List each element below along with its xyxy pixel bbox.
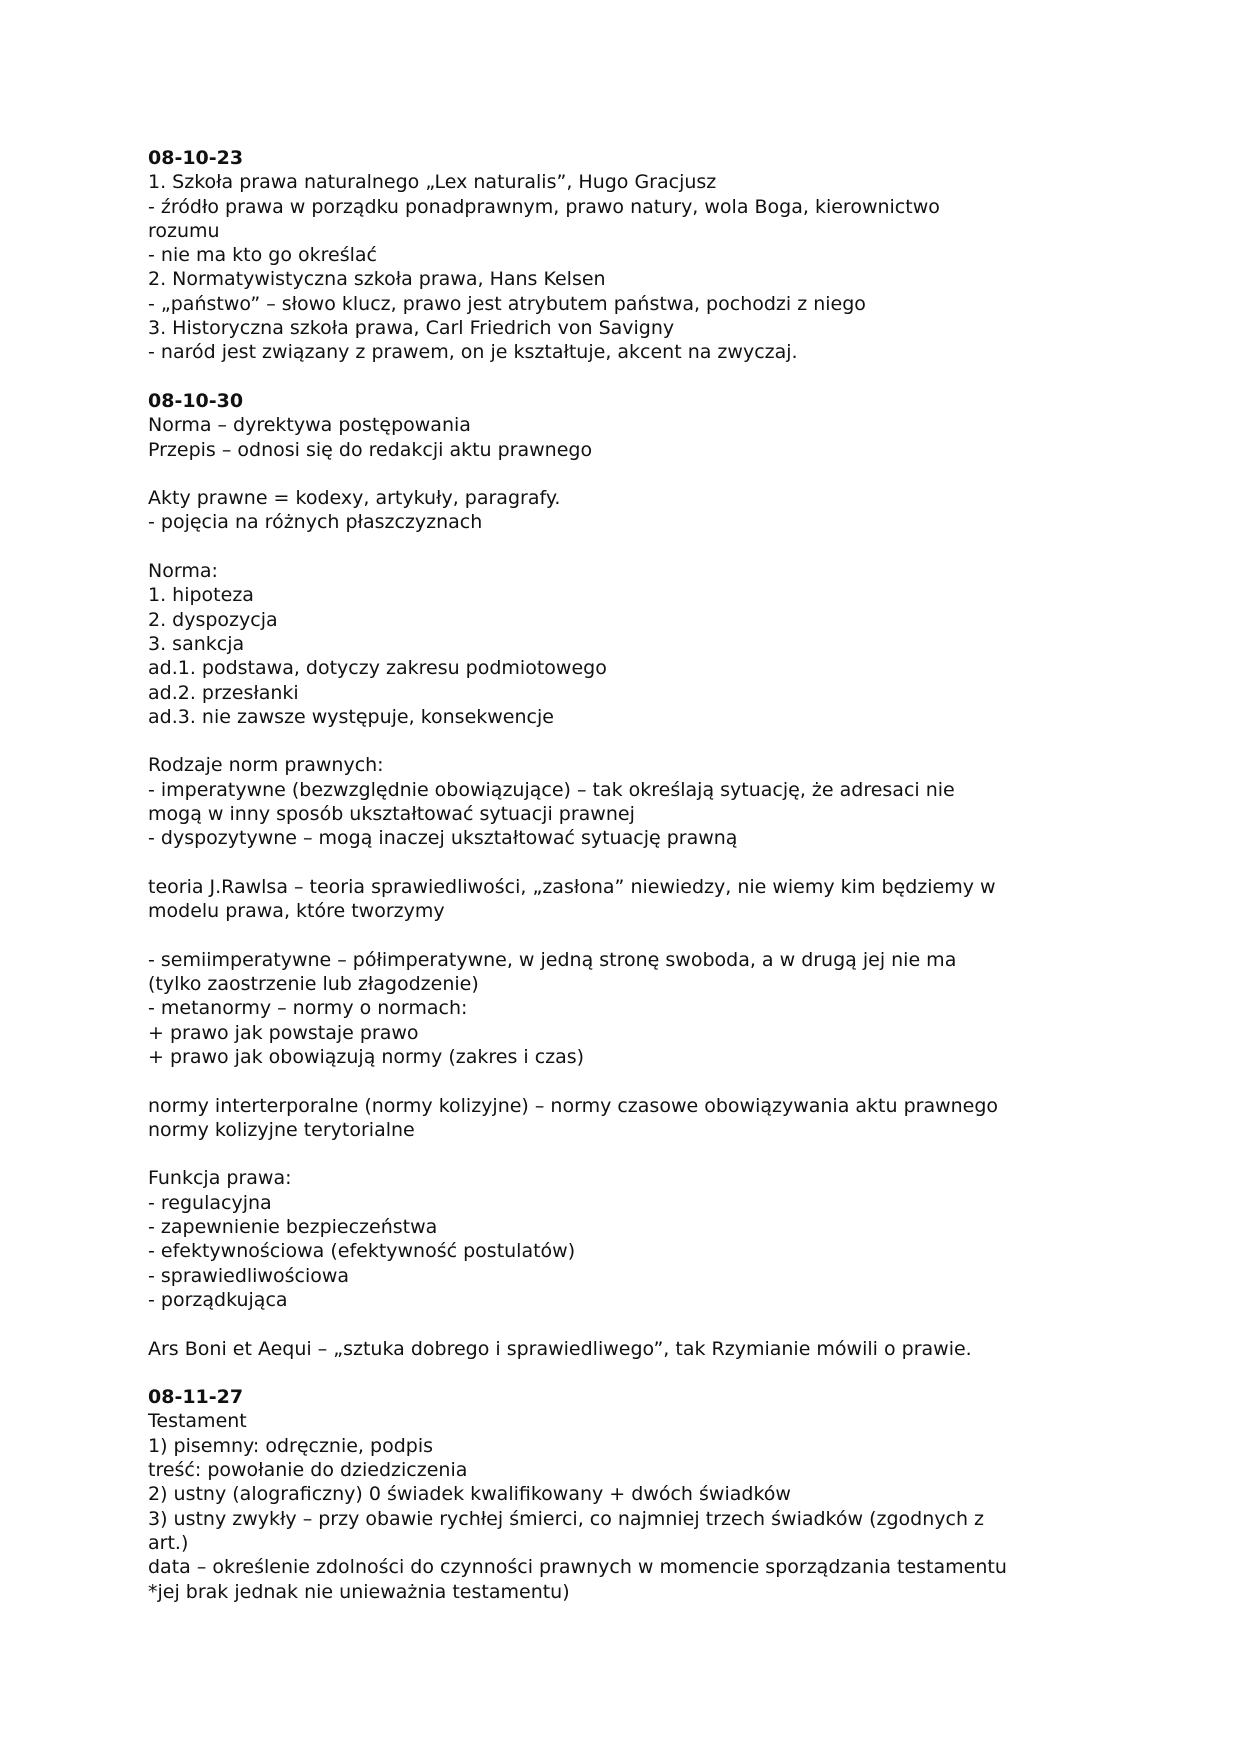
text-line: normy interterporalne (normy kolizyjne) – normy czasowe obowiązywania aktu prawnego: [148, 1094, 999, 1117]
blank-line: [148, 851, 1108, 875]
section-spacer: [148, 1361, 1108, 1385]
text-line: - nie ma kto go określać: [148, 244, 377, 267]
text-line: Testament: [148, 1410, 247, 1433]
blank-line: [148, 729, 1108, 753]
text-line: Rodzaje norm prawnych:: [148, 754, 384, 777]
text-line: + prawo jak obowiązują normy (zakres i czas): [148, 1045, 585, 1068]
section-date-heading: 08-10-23: [148, 147, 244, 169]
text-line: - źródło prawa w porządku ponadprawnym, prawo natury, wola Boga, kierownictwo: [148, 195, 940, 218]
text-line: - dyspozytywne – mogą inaczej ukształtować sytuację prawną: [148, 827, 738, 850]
text-line: rozumu: [148, 219, 220, 242]
text-line: - sprawiedliwościowa: [148, 1264, 350, 1287]
text-line: - regulacyjna: [148, 1191, 272, 1214]
text-line: Ars Boni et Aequi – „sztuka dobrego i sprawiedliwego”, tak Rzymianie mówili o prawie.: [148, 1337, 972, 1360]
text-line: Przepis – odnosi się do redakcji aktu prawnego: [148, 438, 593, 461]
blank-line: [148, 924, 1108, 948]
blank-line: [148, 1069, 1108, 1093]
text-line: Norma:: [148, 560, 218, 583]
text-line: *jej brak jednak nie unieważnia testamentu): [148, 1580, 570, 1603]
text-line: 2. dyspozycja: [148, 608, 278, 631]
text-line: - porządkująca: [148, 1288, 288, 1311]
text-line: data – określenie zdolności do czynności prawnych w momencie sporządzania testamentu: [148, 1556, 1007, 1579]
text-line: 2) ustny (alograficzny) 0 świadek kwalifikowany + dwóch świadków: [148, 1483, 791, 1506]
text-line: art.): [148, 1531, 189, 1554]
text-line: - „państwo” – słowo klucz, prawo jest atrybutem państwa, pochodzi z niego: [148, 292, 866, 315]
text-line: ad.1. podstawa, dotyczy zakresu podmiotowego: [148, 657, 607, 680]
text-line: (tylko zaostrzenie lub złagodzenie): [148, 973, 479, 996]
text-line: Akty prawne = kodexy, artykuły, paragrafy.: [148, 487, 561, 510]
text-line: 1. hipoteza: [148, 584, 254, 607]
text-line: normy kolizyjne terytorialne: [148, 1118, 415, 1141]
text-line: - efektywnościowa (efektywność postulatów): [148, 1240, 576, 1263]
section-date-heading: 08-11-27: [148, 1386, 244, 1409]
text-line: 1. Szkoła prawa naturalnego „Lex naturalis”, Hugo Gracjusz: [148, 171, 717, 194]
text-line: - imperatywne (bezwzględnie obowiązujące) – tak określają sytuację, że adresaci nie: [148, 778, 955, 801]
text-line: ad.2. przesłanki: [148, 681, 299, 704]
text-line: - naród jest związany z prawem, on je kształtuje, akcent na zwyczaj.: [148, 341, 798, 364]
text-line: - zapewnienie bezpieczeństwa: [148, 1216, 438, 1239]
document-page: [148, 146, 1108, 1604]
note-section: [148, 146, 1108, 365]
text-line: modelu prawa, które tworzymy: [148, 900, 445, 923]
text-line: Norma – dyrektywa postępowania: [148, 414, 471, 437]
blank-line: [148, 1312, 1108, 1336]
text-line: 3. Historyczna szkoła prawa, Carl Friedrich von Savigny: [148, 317, 675, 340]
text-line: teoria J.Rawlsa – teoria sprawiedliwości, „zasłona” niewiedzy, nie wiemy kim będziemy w: [148, 875, 996, 898]
text-line: Funkcja prawa:: [148, 1167, 292, 1190]
text-line: - metanormy – normy o normach:: [148, 997, 468, 1020]
section-spacer: [148, 365, 1108, 389]
note-section: [148, 1385, 1108, 1604]
text-line: 3) ustny zwykły – przy obawie rychłej śmierci, co najmniej trzech świadków (zgodnych z: [148, 1507, 984, 1530]
text-line: - semiimperatywne – półimperatywne, w jedną stronę swoboda, a w drugą jej nie ma: [148, 948, 957, 971]
text-line: - pojęcia na różnych płaszczyznach: [148, 511, 483, 534]
blank-line: [148, 462, 1108, 486]
blank-line: [148, 535, 1108, 559]
text-line: + prawo jak powstaje prawo: [148, 1021, 419, 1044]
section-date-heading: 08-10-30: [148, 389, 244, 412]
blank-line: [148, 1142, 1108, 1166]
text-line: ad.3. nie zawsze występuje, konsekwencje: [148, 705, 554, 728]
text-line: treść: powołanie do dziedziczenia: [148, 1459, 468, 1482]
text-line: 2. Normatywistyczna szkoła prawa, Hans Kelsen: [148, 268, 606, 291]
text-line: 3. sankcja: [148, 632, 245, 655]
note-section: [148, 389, 1108, 1361]
text-line: 1) pisemny: odręcznie, podpis: [148, 1434, 433, 1457]
text-line: mogą w inny sposób ukształtować sytuacji prawnej: [148, 803, 635, 826]
